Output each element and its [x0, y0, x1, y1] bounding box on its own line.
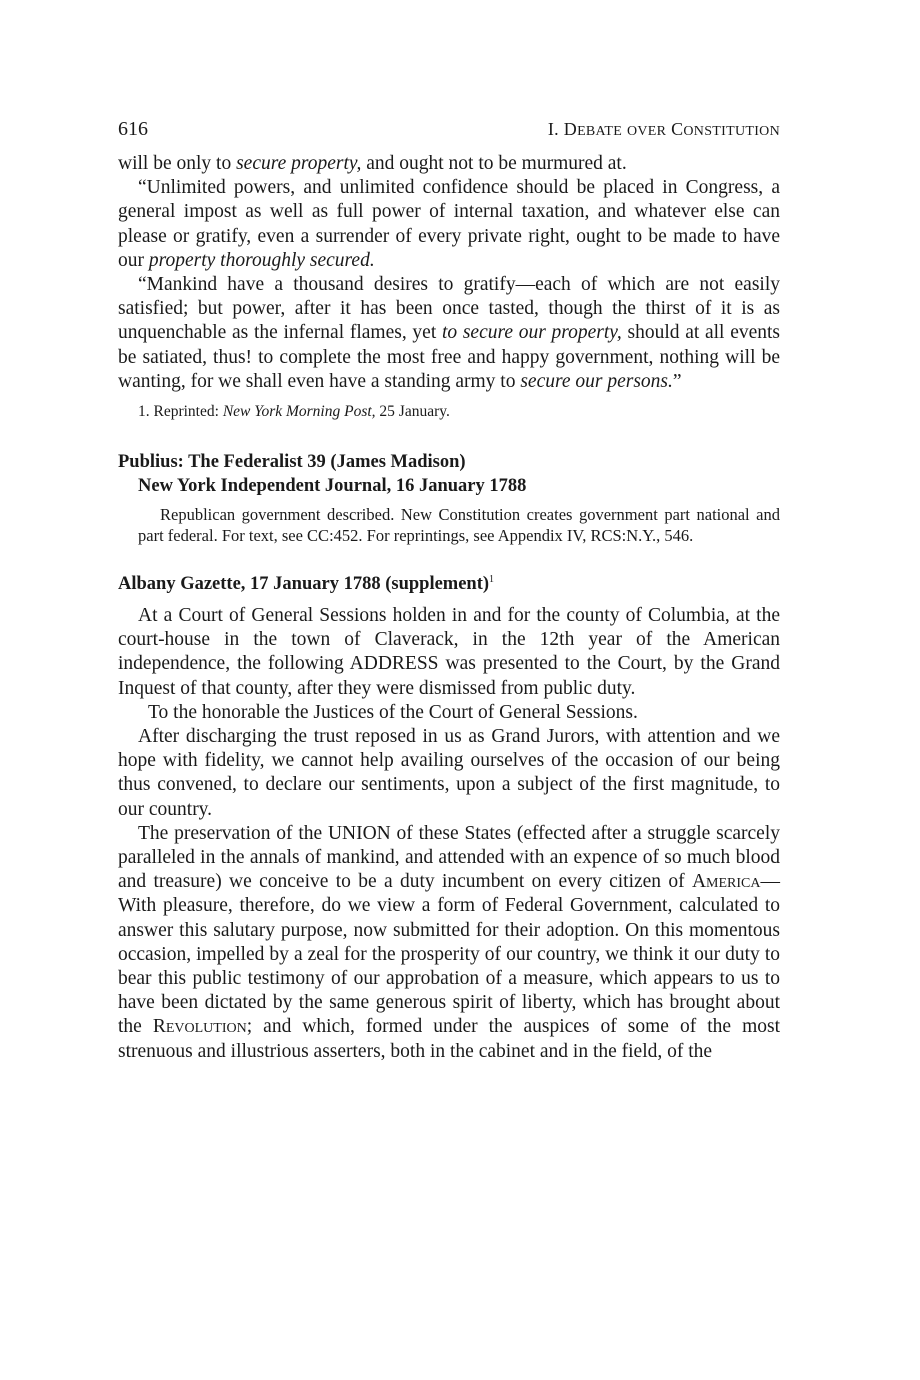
footnote-mark: 1	[489, 573, 495, 585]
continued-paragraph: will be only to secure property, and ought not to be murmured at.	[118, 153, 627, 174]
section-subtitle: New York Independent Journal, 16 January 1788	[138, 476, 527, 497]
document-page	[118, 118, 780, 1064]
page-header	[118, 118, 780, 152]
salutation: To the honorable the Justices of the Court of General Sessions.	[148, 701, 638, 723]
footnote: 1. Reprinted: New York Morning Post, 25 January.	[138, 403, 450, 421]
running-head: I. DEBATE OVER CONSTITUTION	[547, 119, 780, 139]
body-paragraph: At a Court of General Sessions holden in and for the county of Columbia, at the court-house in the town of Claverack, in the 12th year of the American independence, the following ADDRESS was presented to the Court, by the Grand Inquest of that county, after they were dismissed from public duty.	[118, 605, 780, 699]
body-paragraph: After discharging the trust reposed in us as Grand Jurors, with attention and we hope with fidelity, we cannot help availing ourselves of the occasion of our being thus convened, to declare our sentiments, upon a subject of the first magnitude, to our country.	[118, 726, 780, 820]
quote-paragraph-2: “Mankind have a thousand desires to gratify—each of which are not easily satisfied; but power, after it has been once tasted, though the thirst of it is as unquenchable as the infernal flames, yet to secure our property, should at all events be satiated, thus! to complete the most free and happy government, nothing will be wanting, for we shall even have a standing army to secure our persons.”	[118, 274, 781, 392]
section-title: Albany Gazette, 17 January 1788 (supplement)$^1$	[118, 573, 495, 595]
body-paragraph: The preservation of the UNION of these States (effected after a struggle scarcely paralleled in the annals of mankind, and attended with an expence of so much blood and treasure) we conceive to be a duty incumbent on every citizen of America—With pleasure, therefore, do we view a form of Federal Government, calculated to answer this salutary purpose, now submitted for their adoption. On this momentous occasion, impelled by a zeal for the prosperity of our country, we think it our duty to bear this public testimony of our approbation of a measure, which appears to us to have been dictated by the same generous spirit of liberty, which has brought about the Revolution; and which, formed under the auspices of some of the most strenuous and illustrious asserters, both in the cabinet and in the field, of the	[118, 822, 780, 1062]
section-title: Publius: The Federalist 39 (James Madison)	[118, 452, 466, 473]
quote-paragraph-1: “Unlimited powers, and unlimited confidence should be placed in Congress, a general impost as well as full power of internal taxation, and whatever else can please or gratify, even a surrender of every private right, ought to be made to have our property thoroughly secured.	[118, 177, 780, 271]
page-number: 616	[118, 118, 148, 140]
section-summary: Republican government described. New Constitution creates government part national and part federal. For text, see CC:452. For reprintings, see Appendix IV, RCS:N.Y., 546.	[138, 505, 780, 546]
